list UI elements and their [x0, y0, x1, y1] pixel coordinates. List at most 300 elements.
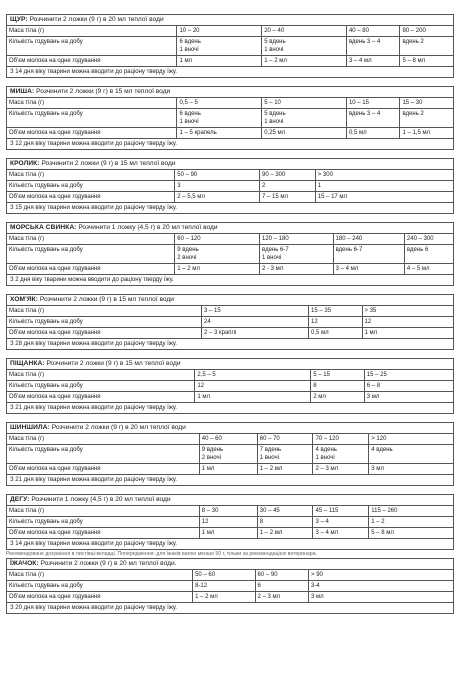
table-cell [194, 370, 310, 380]
table-row [7, 234, 453, 245]
cell-line: Об'єм молока на одне годування [9, 466, 101, 472]
table-row [7, 381, 453, 392]
cell-line: 3 – 4 мл [348, 58, 372, 64]
cell-line: вдень 6-7 [335, 247, 363, 253]
table-cell [362, 317, 453, 327]
table-cell [176, 98, 261, 108]
table-cell [404, 245, 453, 263]
cell-line: 240 – 300 [406, 236, 434, 242]
dilution-instruction: Розчинити 2 ложки (9 г) в 20 мл теплої води [51, 424, 186, 431]
table-cell [310, 392, 364, 402]
cell-line: Маса тіла (г) [9, 508, 45, 514]
cell-line: 40 – 60 [201, 436, 222, 442]
table-cell [192, 592, 254, 602]
row-label [7, 445, 199, 463]
cell-line: Кількість годувань на добу [9, 447, 83, 453]
table-row [7, 317, 453, 328]
animal-section [6, 558, 454, 614]
cell-line: 15 – 17 мл [317, 194, 348, 200]
cell-line: 0,5 мл [348, 130, 367, 136]
table-row [7, 181, 453, 192]
solid-food-note: З 15 дня віку тварини можна вводити до раціону тверду їжу. [10, 205, 177, 211]
table-cell [259, 181, 315, 191]
table-row [7, 56, 453, 67]
cell-line: 3 мл [311, 594, 324, 600]
table-cell [201, 328, 308, 338]
cell-line: 70 – 120 [315, 436, 339, 442]
cell-line: 7 вдень [259, 447, 282, 453]
row-label [7, 392, 194, 402]
dilution-instruction: Розчинити 2 ложки (9 г) в 15 мл теплої води [41, 160, 176, 167]
cell-line: 2 – 3 краплі [204, 330, 237, 336]
cell-line: 4 – 5 мл [406, 266, 430, 272]
cell-line: 1 [317, 183, 322, 189]
table-cell [312, 434, 368, 444]
table-cell [257, 434, 313, 444]
table-cell [364, 381, 453, 391]
table-cell [362, 306, 453, 316]
cell-line: Об'єм молока на одне годування [9, 58, 101, 64]
cell-line: Маса тіла (г) [9, 372, 45, 378]
cell-line: 30 – 45 [259, 508, 280, 514]
cell-line: 2 – 3 мл [257, 594, 281, 600]
cell-line: 5 – 15 [313, 372, 330, 378]
cell-line: 1 мл [201, 466, 215, 472]
animal-name: ЩУР: [10, 16, 28, 23]
row-label [7, 370, 194, 380]
table-cell [255, 570, 309, 580]
row-label [7, 306, 201, 316]
table-cell [257, 464, 313, 474]
table-row [7, 264, 453, 275]
section-header [7, 559, 453, 570]
table-cell [368, 434, 453, 444]
cell-line: 5 – 8 мл [371, 530, 394, 536]
row-label [7, 528, 199, 538]
cell-line: 24 [204, 319, 211, 325]
cell-line: 60 – 90 [257, 572, 278, 578]
table-cell [261, 109, 346, 127]
cell-line: 5 вдень [264, 39, 286, 45]
cell-line: 50 – 90 [177, 172, 198, 178]
row-label [7, 464, 199, 474]
cell-line: Маса тіла (г) [9, 172, 45, 178]
table-cell [315, 170, 453, 180]
table-cell [312, 445, 368, 463]
table-cell [174, 170, 259, 180]
cell-line: вдень 2 [402, 111, 424, 117]
table-row [7, 434, 453, 445]
table-cell [315, 181, 453, 191]
table-cell [174, 264, 259, 274]
row-label [7, 381, 194, 391]
cell-line: 8 – 30 [201, 508, 219, 514]
cell-line: Маса тіла (г) [9, 436, 45, 442]
table-cell [257, 445, 313, 463]
cell-line: Об'єм молока на одне годування [9, 194, 101, 200]
cell-line: 3 [177, 183, 181, 189]
cell-line: 4 вдень [315, 447, 337, 453]
animal-section [6, 14, 454, 78]
animal-name: КРОЛИК: [10, 160, 40, 167]
row-label [7, 592, 192, 602]
table-cell [199, 445, 257, 463]
table-row [7, 592, 453, 603]
cell-line: 0,5 мл [311, 330, 329, 336]
table-row [7, 581, 453, 592]
row-label [7, 570, 192, 580]
table-cell [308, 328, 362, 338]
table-cell [368, 464, 453, 474]
cell-line: 1 вночі [264, 47, 284, 53]
section-header [7, 87, 453, 98]
cell-line: 8 [259, 519, 264, 525]
table-cell [312, 506, 368, 516]
dilution-instruction: Розчинити 1 ложку (4,5 г) в 20 мл теплої води [78, 224, 218, 231]
table-cell [201, 317, 308, 327]
table-cell [333, 264, 404, 274]
dilution-instruction: Розчинити 1 ложку (4,5 г) в 20 мл теплої води [31, 496, 171, 503]
animal-section [6, 158, 454, 214]
cell-line: Кількість годувань на добу [9, 319, 83, 325]
cell-line: 1 – 2 мл [259, 530, 283, 536]
table-cell [176, 128, 261, 138]
table-cell [362, 328, 453, 338]
cell-line: Об'єм молока на одне годування [9, 394, 101, 400]
cell-line: 12 [201, 519, 209, 525]
row-label [7, 56, 176, 66]
cell-line: Маса тіла (г) [9, 308, 45, 314]
cell-line: 115 – 260 [371, 508, 398, 514]
cell-line: 3 – 15 [204, 308, 221, 314]
cell-line: 8-12 [195, 583, 208, 589]
cell-line: Маса тіла (г) [9, 572, 45, 578]
animal-section [6, 358, 454, 414]
cell-line: 1 – 2 мл [259, 466, 283, 472]
table-cell [192, 570, 254, 580]
animal-section [6, 422, 454, 486]
table-cell [194, 381, 310, 391]
cell-line: 3 мл [366, 394, 380, 400]
dilution-instruction: Розчинити 2 ложки (9 г) в 20 мл теплої води [29, 16, 164, 23]
cell-line: 3 – 4 мл [315, 530, 339, 536]
cell-line: Кількість годувань на добу [9, 111, 83, 117]
animal-section [6, 222, 454, 286]
dilution-instruction: Розчинити 2 ложки (9 г) в 20 мл теплої води. [40, 560, 177, 567]
table-cell [199, 528, 257, 538]
cell-line: 2 [261, 183, 266, 189]
cell-line: 1 вночі [179, 47, 199, 53]
table-cell [261, 26, 346, 36]
table-cell [259, 192, 315, 202]
cell-line: 80 – 200 [402, 28, 426, 34]
animal-section [6, 86, 454, 150]
solid-food-note: З 14 дня віку тварини можна вводити до раціону тверду їжу. [10, 69, 177, 75]
cell-line: Кількість годувань на добу [9, 383, 83, 389]
cell-line: 120 – 180 [261, 236, 289, 242]
table-cell [255, 592, 309, 602]
cell-line: 2 вночі [177, 255, 197, 261]
cell-line: 1 мл [197, 394, 210, 400]
table-cell [308, 570, 453, 580]
solid-food-note: З 21 дня віку тварини можна вводити до раціону тверду їжу. [10, 477, 177, 483]
table-cell [259, 264, 333, 274]
table-row [7, 464, 453, 475]
row-label [7, 517, 199, 527]
cell-line: 3 мл [371, 466, 384, 472]
cell-line: 12 [364, 319, 372, 325]
cell-line: 5 вдень [264, 111, 286, 117]
table-row [7, 392, 453, 403]
table-row [7, 328, 453, 339]
section-header [7, 359, 453, 370]
cell-line: 1 – 1,5 мл [402, 130, 431, 136]
dilution-instruction: Розчинити 2 ложки (9 г) в 15 мл теплої води [46, 360, 181, 367]
table-cell [368, 506, 453, 516]
table-cell [312, 464, 368, 474]
cell-line: 10 – 20 [179, 28, 200, 34]
animal-name: МОРСЬКА СВИНКА: [10, 224, 77, 231]
cell-line: 1 вночі [315, 455, 335, 461]
table-cell [364, 392, 453, 402]
cell-line: 12 [197, 383, 204, 389]
table-cell [308, 317, 362, 327]
cell-line: 2 мл [313, 394, 326, 400]
cell-line: 3 – 4 [315, 519, 329, 525]
cell-line: 15 – 35 [311, 308, 332, 314]
table-cell [333, 245, 404, 263]
table-cell [199, 517, 257, 527]
table-cell [310, 381, 364, 391]
cell-line: Маса тіла (г) [9, 236, 45, 242]
cell-line: 6 вдень [179, 111, 201, 117]
table-cell [399, 128, 453, 138]
section-header [7, 159, 453, 170]
cell-line: 3 – 4 мл [335, 266, 359, 272]
table-cell [199, 464, 257, 474]
animal-section [6, 294, 454, 350]
cell-line: Кількість годувань на добу [9, 583, 83, 589]
table-row [7, 370, 453, 381]
row-label [7, 317, 201, 327]
row-label [7, 234, 174, 244]
row-label [7, 37, 176, 55]
table-cell [368, 445, 453, 463]
cell-line: Маса тіла (г) [9, 100, 45, 106]
animal-name: МИША: [10, 88, 35, 95]
table-cell [257, 528, 313, 538]
cell-line: 7 – 15 мл [261, 194, 288, 200]
row-label [7, 581, 192, 591]
table-cell [404, 234, 453, 244]
animal-name: ПІЩАНКА: [10, 360, 45, 367]
cell-line: 5 – 8 мл [402, 58, 426, 64]
row-label [7, 506, 199, 516]
table-row [7, 37, 453, 56]
cell-line: 50 – 60 [195, 572, 216, 578]
cell-line: 20 – 40 [264, 28, 285, 34]
table-cell [364, 370, 453, 380]
table-cell [308, 306, 362, 316]
cell-line: 2 - 3 мл [261, 266, 284, 272]
cell-line: 40 – 80 [348, 28, 369, 34]
table-cell [255, 581, 309, 591]
table-cell [368, 528, 453, 538]
cell-line: 6 – 8 [366, 383, 381, 389]
cell-line: 60 – 70 [259, 436, 280, 442]
cell-line: 12 [311, 319, 318, 325]
table-row [7, 506, 453, 517]
table-cell [312, 528, 368, 538]
cell-line: 1 мл [179, 58, 193, 64]
table-cell [399, 109, 453, 127]
cell-line: Об'єм молока на одне годування [9, 266, 101, 272]
cell-line: Об'єм молока на одне годування [9, 130, 101, 136]
cell-line: > 120 [371, 436, 387, 442]
table-row [7, 570, 453, 581]
cell-line: 180 – 240 [335, 236, 363, 242]
row-label [7, 434, 199, 444]
cell-line: 1 вночі [259, 455, 279, 461]
table-cell [404, 264, 453, 274]
cell-line: 6 вдень [179, 39, 201, 45]
table-cell [259, 234, 333, 244]
cell-line: 1 вночі [261, 255, 282, 261]
row-label [7, 328, 201, 338]
cell-line: 90 – 300 [261, 172, 286, 178]
table-cell [312, 517, 368, 527]
solid-food-note: З 2 дня віку тварини можна вводити до раціону тверду їжу. [10, 277, 174, 283]
cell-line: 2,5 – 5 [197, 372, 216, 378]
row-label [7, 98, 176, 108]
table-row [7, 517, 453, 528]
table-cell [199, 506, 257, 516]
section-header [7, 295, 453, 306]
animal-name: ДЕГУ: [10, 496, 30, 503]
dilution-instruction: Розчинити 2 ложки (9 г) в 15 мл теплої води [39, 296, 174, 303]
table-cell [346, 128, 400, 138]
table-cell [261, 56, 346, 66]
table-cell [346, 37, 400, 55]
table-cell [199, 434, 257, 444]
cell-line: 6 [257, 583, 261, 589]
cell-line: Кількість годувань на добу [9, 183, 83, 189]
table-cell [261, 98, 346, 108]
cell-line: 45 – 115 [315, 508, 339, 514]
table-cell [315, 192, 453, 202]
cell-line: вдень 6-7 [261, 247, 289, 253]
table-row [7, 192, 453, 203]
table-row [7, 109, 453, 128]
cell-line: Кількість годувань на добу [9, 39, 83, 45]
cell-line: 15 – 30 [402, 100, 423, 106]
solid-food-note: З 14 дня віку тварини можна вводити до раціону тверду їжу. [10, 541, 177, 547]
cell-line: 1 вночі [179, 119, 199, 125]
row-label [7, 128, 176, 138]
table-cell [176, 56, 261, 66]
row-label [7, 181, 174, 191]
cell-line: 60 – 120 [177, 236, 201, 242]
table-cell [201, 306, 308, 316]
cell-line: 4 вдень [371, 447, 393, 453]
feeding-guide [6, 14, 454, 622]
cell-line: 1 мл [364, 330, 378, 336]
cell-line: 10 – 15 [348, 100, 369, 106]
cell-line: 0,25 мл [264, 130, 286, 136]
table-row [7, 306, 453, 317]
solid-food-note: З 21 дня віку тварини можна вводити до раціону тверду їжу. [10, 405, 177, 411]
cell-line: > 35 [364, 308, 377, 314]
cell-line: вдень 3 – 4 [348, 39, 381, 45]
table-cell [308, 581, 453, 591]
table-cell [174, 192, 259, 202]
cell-line: 1 – 2 мл [195, 594, 218, 600]
table-cell [259, 170, 315, 180]
solid-food-note: З 28 дня віку тварини можна вводити до раціону тверду їжу. [10, 341, 177, 347]
dilution-instruction: Розчинити 2 ложки (9 г) в 15 мл теплої води [36, 88, 171, 95]
table-row [7, 245, 453, 264]
cell-line: 1 мл [201, 530, 215, 536]
table-cell [176, 26, 261, 36]
table-row [7, 128, 453, 139]
cell-line: вдень 3 – 4 [348, 111, 381, 117]
animal-name: ХОМ'ЯК: [10, 296, 39, 303]
cell-line: вдень 6 [406, 247, 429, 253]
table-cell [257, 506, 313, 516]
cell-line: 3-4 [311, 583, 320, 589]
row-label [7, 264, 174, 274]
table-cell [368, 517, 453, 527]
table-cell [174, 234, 259, 244]
table-cell [261, 128, 346, 138]
cell-line: 15 – 25 [366, 372, 387, 378]
cell-line: 1 – 2 [371, 519, 385, 525]
table-row [7, 528, 453, 539]
table-cell [346, 56, 400, 66]
table-cell [346, 109, 400, 127]
table-cell [261, 37, 346, 55]
table-row [7, 98, 453, 109]
solid-food-note: З 20 дня віку тварини можна вводити до раціону тверду їжу. [10, 605, 177, 611]
section-header [7, 423, 453, 434]
table-row [7, 26, 453, 37]
cell-line: Кількість годувань на добу [9, 247, 83, 253]
cell-line: 1 – 2 мл [264, 58, 287, 64]
table-cell [192, 581, 254, 591]
cell-line: Кількість годувань на добу [9, 519, 83, 525]
table-row [7, 445, 453, 464]
cell-line: 8 [313, 383, 317, 389]
section-header [7, 15, 453, 26]
cell-line: 2 – 5,5 мл [177, 194, 205, 200]
row-label [7, 245, 174, 263]
table-cell [308, 592, 453, 602]
cell-line: 0,5 – 5 [179, 100, 198, 106]
table-cell [346, 26, 400, 36]
cell-line: Об'єм молока на одне годування [9, 530, 101, 536]
section-header [7, 495, 453, 506]
cell-line: Об'єм молока на одне годування [9, 594, 101, 600]
cell-line: > 90 [311, 572, 323, 578]
table-cell [310, 370, 364, 380]
row-label [7, 26, 176, 36]
table-cell [399, 56, 453, 66]
table-cell [174, 245, 259, 263]
animal-name: ШИНШИЛА: [10, 424, 50, 431]
cell-line: 1 – 5 крапель [179, 130, 217, 136]
table-cell [346, 98, 400, 108]
footer-note: Рекомендоване дозування в листівці-вкладці. Попередження: для їжаків вагою менше 50 г, тільки за рекомендацією ветеринара. [6, 551, 318, 557]
